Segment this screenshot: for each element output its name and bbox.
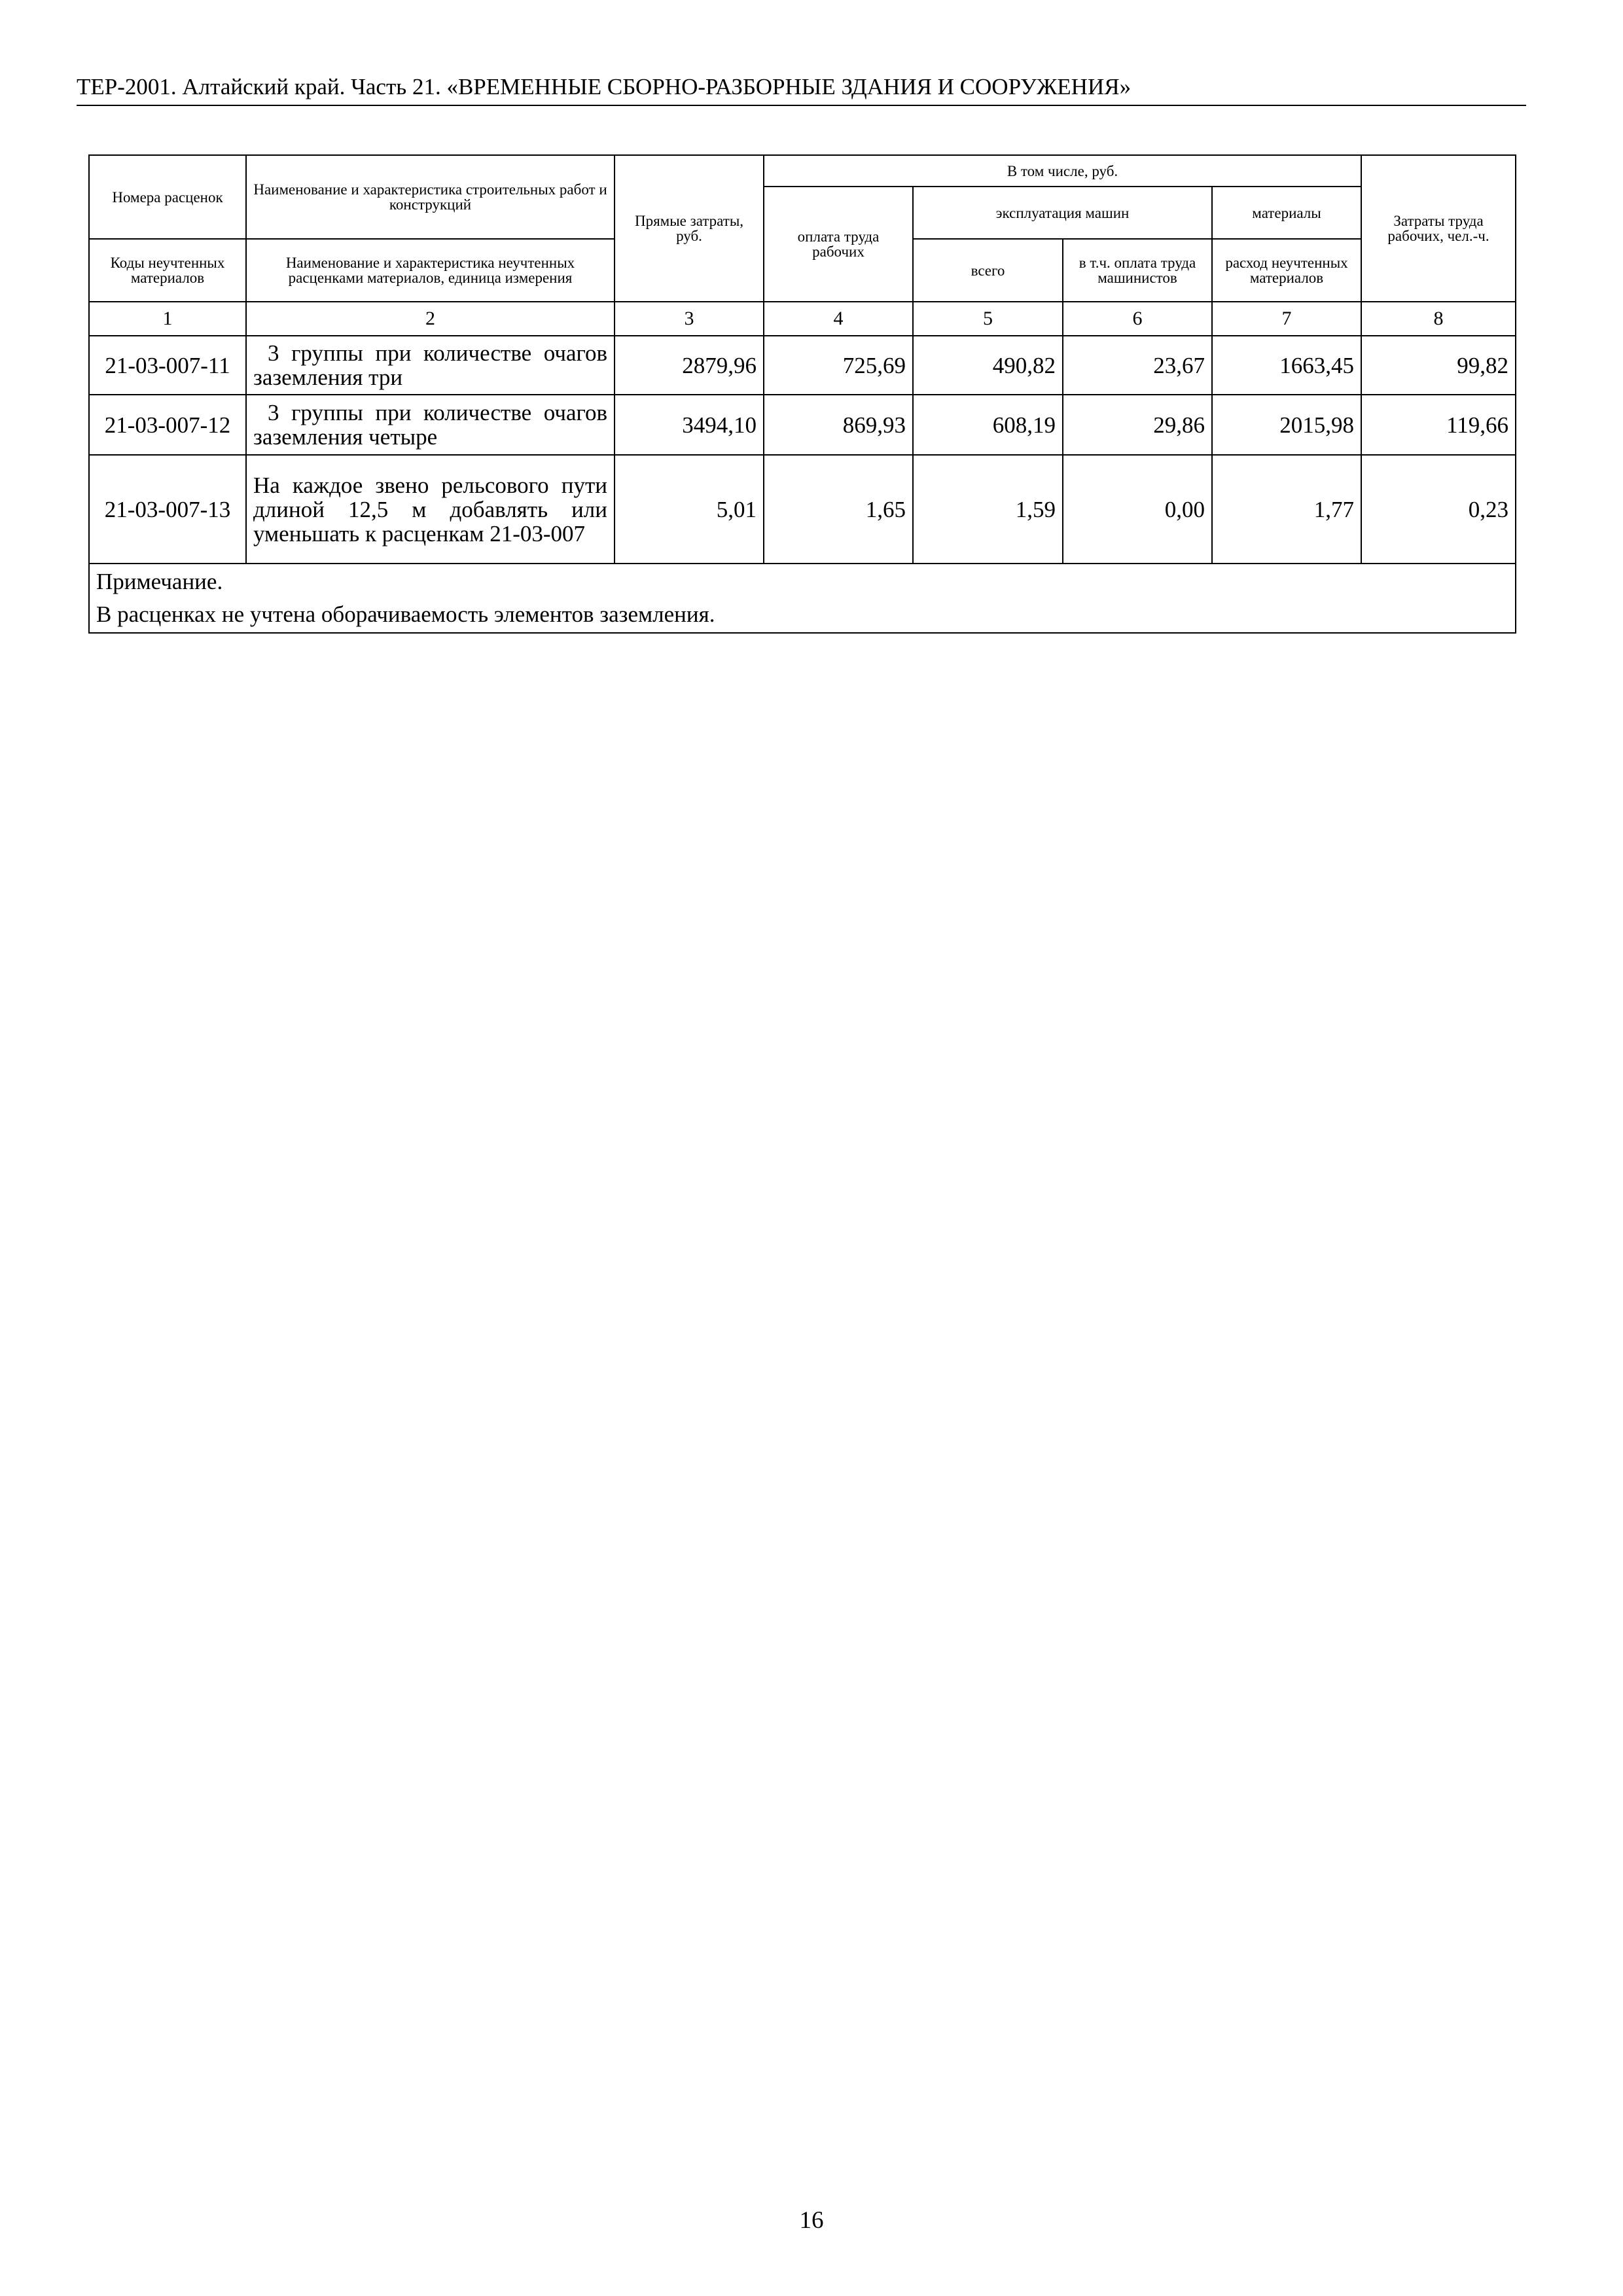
materials-cost: 1663,45 bbox=[1212, 336, 1361, 395]
note-text: В расценках не учтена оборачиваемость элементов заземления. bbox=[96, 601, 715, 627]
rate-code: 21-03-007-12 bbox=[89, 395, 246, 455]
rate-name: На каждое звено рельсового пути длиной 12,5 м добавлять или уменьшать к расценкам 21-03-007 bbox=[246, 455, 615, 564]
table-row bbox=[89, 336, 1516, 395]
labor-hours: 99,82 bbox=[1361, 336, 1516, 395]
header-material-name: Наименование и характеристика неучтенных расценками материалов, единица измерения bbox=[246, 239, 615, 302]
header-machines-total: всего bbox=[913, 239, 1063, 302]
column-number: 4 bbox=[764, 302, 913, 336]
machinists-pay: 29,86 bbox=[1063, 395, 1212, 455]
rates-table bbox=[88, 154, 1516, 634]
column-number: 1 bbox=[89, 302, 246, 336]
rate-name: 3 группы при количестве очагов заземления четыре bbox=[246, 395, 615, 455]
direct-cost: 5,01 bbox=[615, 455, 764, 564]
header-work-name: Наименование и характеристика строительных работ и конструкций bbox=[246, 155, 615, 239]
column-number: 2 bbox=[246, 302, 615, 336]
header-labor-hours: Затраты труда рабочих, чел.-ч. bbox=[1361, 155, 1516, 302]
running-header: ТЕР-2001. Алтайский край. Часть 21. «ВРЕМЕННЫЕ СБОРНО-РАЗБОРНЫЕ ЗДАНИЯ И СООРУЖЕНИЯ» bbox=[77, 74, 1132, 99]
table-row bbox=[89, 455, 1516, 564]
rate-code: 21-03-007-13 bbox=[89, 455, 246, 564]
header-in-total: В том числе, руб. bbox=[764, 155, 1361, 187]
materials-cost: 1,77 bbox=[1212, 455, 1361, 564]
materials-cost: 2015,98 bbox=[1212, 395, 1361, 455]
rate-name: 3 группы при количестве очагов заземления три bbox=[246, 336, 615, 395]
note-title: Примечание. bbox=[96, 569, 223, 594]
header-machines: эксплуатация машин bbox=[913, 187, 1212, 239]
header-labor-pay: оплата труда рабочих bbox=[764, 187, 913, 302]
machines-total: 1,59 bbox=[913, 455, 1063, 564]
header-direct-cost: Прямые затраты, руб. bbox=[615, 155, 764, 302]
note-cell bbox=[89, 564, 1516, 633]
header-rate-numbers: Номера расценок bbox=[89, 155, 246, 239]
column-number: 7 bbox=[1212, 302, 1361, 336]
machines-total: 608,19 bbox=[913, 395, 1063, 455]
column-number: 3 bbox=[615, 302, 764, 336]
labor-hours: 0,23 bbox=[1361, 455, 1516, 564]
column-number: 8 bbox=[1361, 302, 1516, 336]
rate-code: 21-03-007-11 bbox=[89, 336, 246, 395]
header-materials-consumption: расход неучтенных материалов bbox=[1212, 239, 1361, 302]
labor-hours: 119,66 bbox=[1361, 395, 1516, 455]
header-materials: материалы bbox=[1212, 187, 1361, 239]
header-material-codes: Коды неучтенных материалов bbox=[89, 239, 246, 302]
header-machinists-pay: в т.ч. оплата труда машинистов bbox=[1063, 239, 1212, 302]
direct-cost: 2879,96 bbox=[615, 336, 764, 395]
column-number: 5 bbox=[913, 302, 1063, 336]
header-rule bbox=[77, 105, 1526, 106]
note-row bbox=[89, 564, 1516, 633]
labor-pay: 869,93 bbox=[764, 395, 913, 455]
direct-cost: 3494,10 bbox=[615, 395, 764, 455]
labor-pay: 1,65 bbox=[764, 455, 913, 564]
labor-pay: 725,69 bbox=[764, 336, 913, 395]
machines-total: 490,82 bbox=[913, 336, 1063, 395]
machinists-pay: 23,67 bbox=[1063, 336, 1212, 395]
machinists-pay: 0,00 bbox=[1063, 455, 1212, 564]
column-numbers-row bbox=[89, 302, 1516, 336]
page-number: 16 bbox=[799, 2207, 824, 2234]
table-row bbox=[89, 395, 1516, 455]
column-number: 6 bbox=[1063, 302, 1212, 336]
